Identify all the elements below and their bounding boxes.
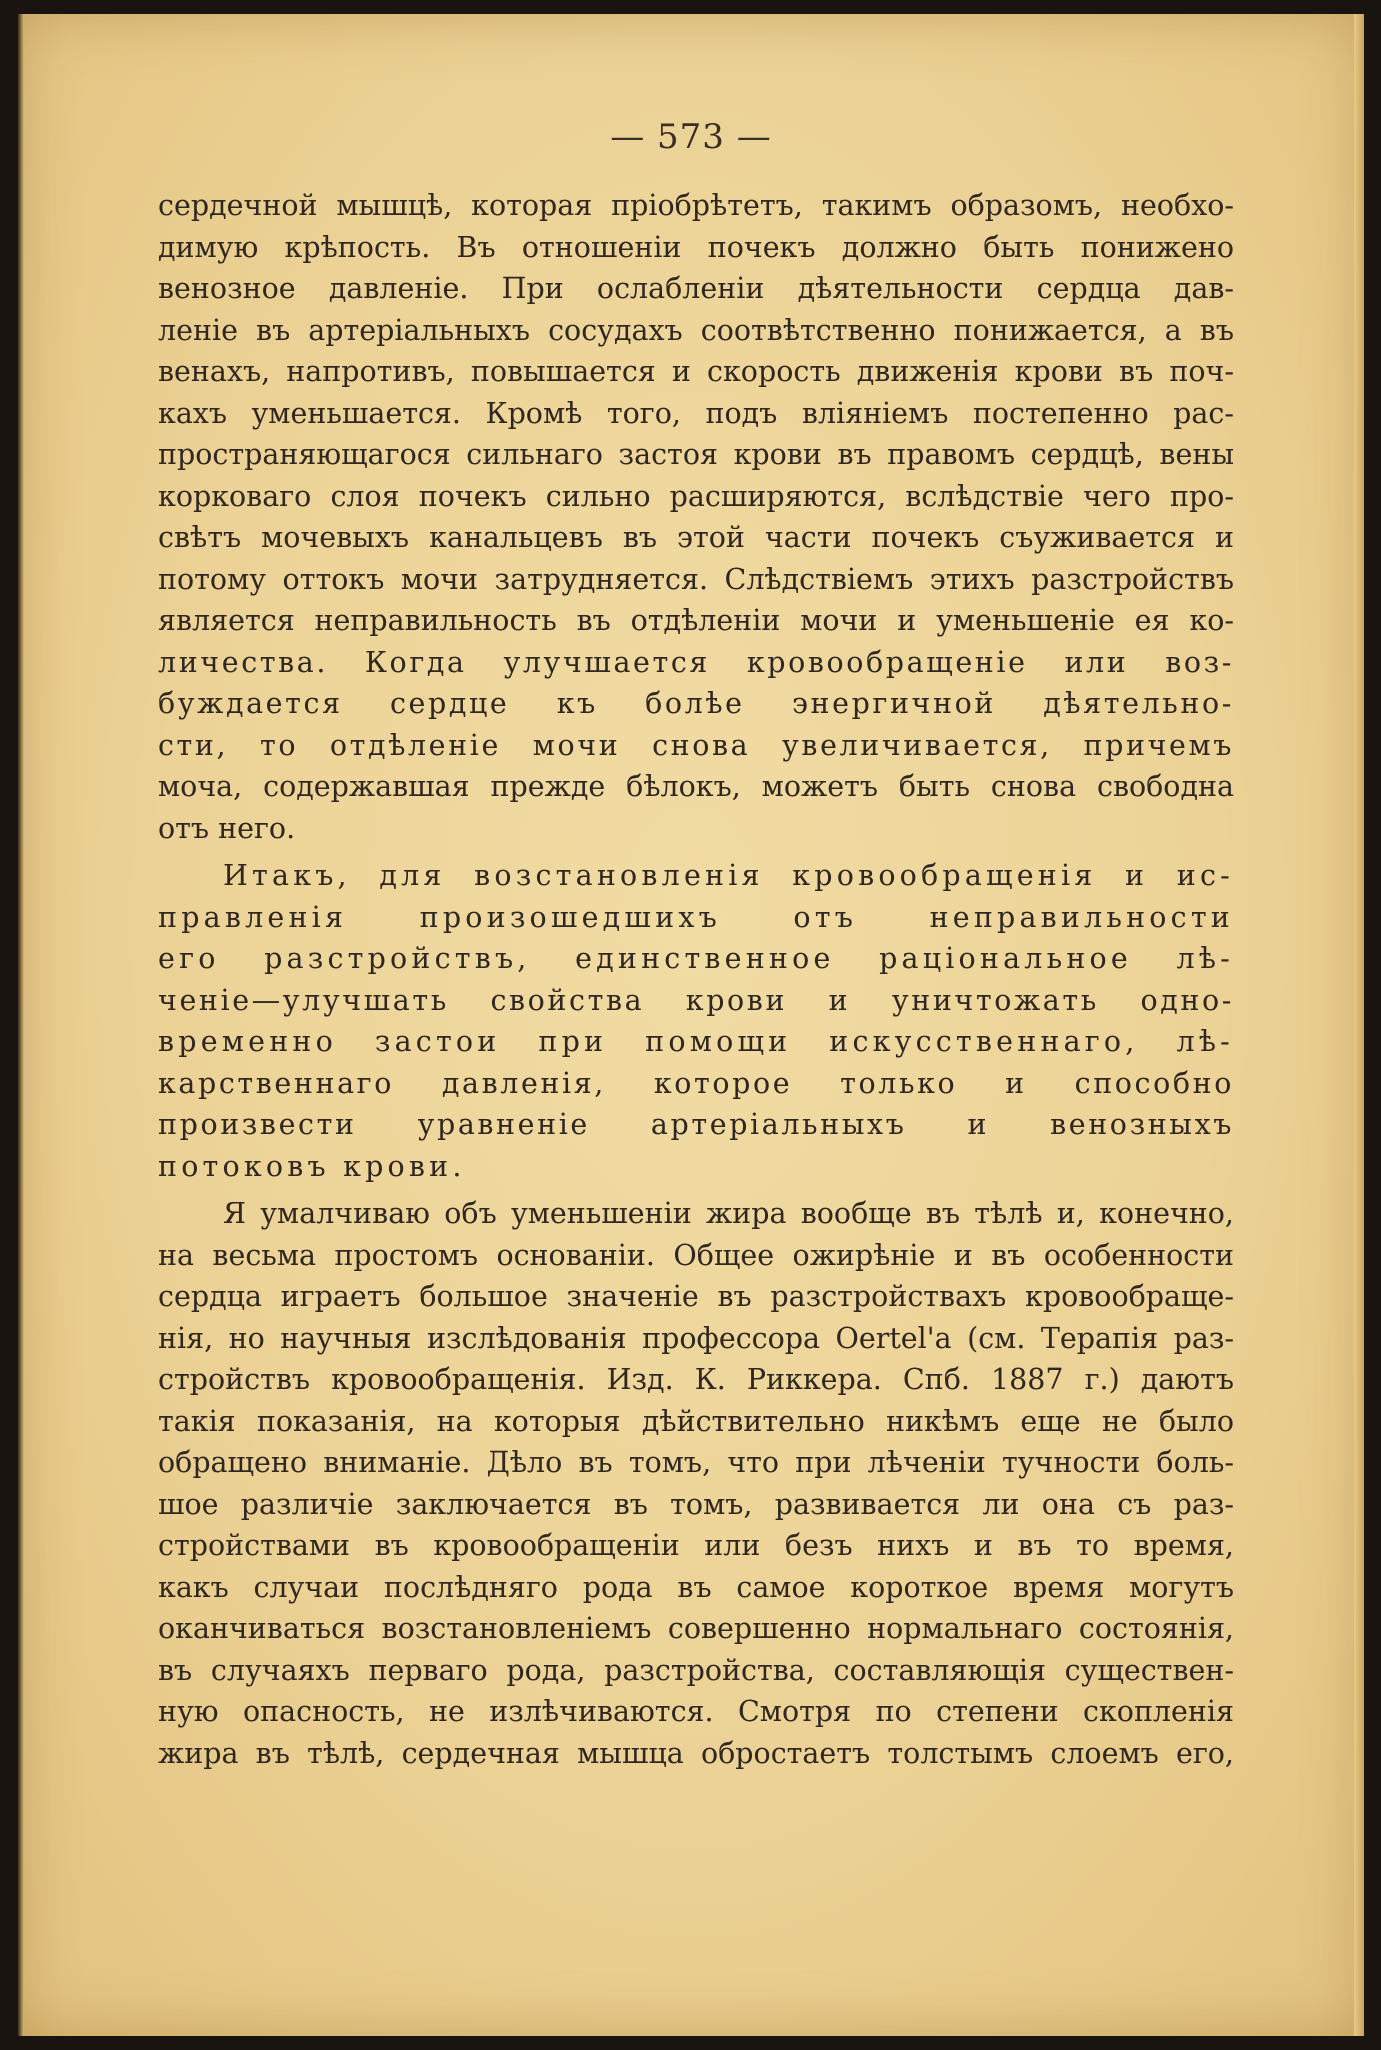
- text-line-spaced: карственнаго давленія, которое только и способно: [158, 1066, 1234, 1100]
- text-line: сердца играетъ большое значеніе въ разстройствахъ кровообраще-: [158, 1280, 1234, 1313]
- text-line: моча, содержавшая прежде бѣлокъ, можетъ быть снова свободна: [158, 770, 1234, 803]
- text-line: нія, но научныя изслѣдованія профессора Oertel'а (см. Терапія раз-: [158, 1321, 1234, 1355]
- text-line: какъ случаи послѣдняго рода въ самое короткое время могутъ: [158, 1570, 1234, 1604]
- text-line-spaced: Итакъ, для возстановленія кровообращенія и ис-: [223, 859, 1234, 892]
- text-line: димую крѣпость. Въ отношеніи почекъ должно быть понижено: [158, 230, 1234, 264]
- text-line-spaced: произвести уравненіе артеріальныхъ и венозныхъ: [158, 1108, 1234, 1141]
- text-line-spaced: буждается сердце къ болѣе энергичной дѣятельно-: [158, 687, 1234, 720]
- scanned-page: [18, 14, 1364, 2036]
- text-line: леніе въ артеріальныхъ сосудахъ соотвѣтственно понижается, а въ: [158, 313, 1234, 347]
- page-right-edge: [1354, 14, 1364, 2036]
- text-line-spaced: сти, то отдѣленіе мочи снова увеличивается, причемъ: [158, 728, 1234, 762]
- text-line: въ случаяхъ перваго рода, разстройства, составляющія существен-: [158, 1653, 1234, 1687]
- text-line: стройствъ кровообращенія. Изд. К. Риккера. Спб. 1887 г.) даютъ: [158, 1363, 1234, 1396]
- text-line: венахъ, напротивъ, повышается и скорость движенія крови въ поч-: [158, 355, 1234, 388]
- text-line: стройствами въ кровообращеніи или безъ нихъ и въ то время,: [158, 1529, 1234, 1562]
- text-line-spaced: личества. Когда улучшается кровообращеніе или воз-: [158, 645, 1234, 679]
- text-line: жира въ тѣлѣ, сердечная мышца обростаетъ толстымъ слоемъ его,: [158, 1736, 1234, 1770]
- text-line: отъ него.: [158, 811, 296, 845]
- text-line-spaced: ченіе—улучшать свойства крови и уничтожать одно-: [158, 983, 1234, 1017]
- text-line: потому оттокъ мочи затрудняется. Слѣдствіемъ этихъ разстройствъ: [158, 562, 1234, 596]
- text-line: ную опасность, не излѣчиваются. Смотря по степени скопленія: [158, 1695, 1234, 1728]
- text-line: свѣтъ мочевыхъ канальцевъ въ этой части почекъ съуживается и: [158, 521, 1234, 554]
- text-line: корковаго слоя почекъ сильно расширяются, вслѣдствіе чего про-: [158, 479, 1234, 513]
- page-number: — 573 —: [610, 117, 772, 157]
- page-body: [158, 185, 1234, 1774]
- text-line: обращено вниманіе. Дѣло въ томъ, что при лѣченіи тучности боль-: [158, 1446, 1234, 1479]
- text-line: сердечной мышцѣ, которая пріобрѣтетъ, такимъ образомъ, необхо-: [158, 189, 1234, 222]
- text-line: оканчиваться возстановленіемъ совершенно нормальнаго состоянія,: [158, 1612, 1234, 1645]
- text-line: кахъ уменьшается. Кромѣ того, подъ вліяніемъ постепенно рас-: [158, 396, 1234, 430]
- text-line: шое различіе заключается въ томъ, развивается ли она съ раз-: [158, 1487, 1234, 1521]
- text-line: на весьма простомъ основаніи. Общее ожирѣніе и въ особенности: [158, 1238, 1234, 1272]
- text-line-spaced: правленія произошедшихъ отъ неправильности: [158, 900, 1234, 934]
- text-line-spaced: временно застои при помощи искусственнаго, лѣ-: [158, 1025, 1234, 1058]
- page-left-edge: [18, 14, 24, 2036]
- text-line-spaced: его разстройствъ, единственное раціональное лѣ-: [158, 942, 1234, 975]
- text-line: венозное давленіе. При ослабленіи дѣятельности сердца дав-: [158, 272, 1234, 305]
- text-line-spaced: потоковъ крови.: [158, 1149, 466, 1183]
- text-line: Я умалчиваю объ уменьшеніи жира вообще въ тѣлѣ и, конечно,: [223, 1197, 1234, 1230]
- text-line: пространяющагося сильнаго застоя крови въ правомъ сердцѣ, вены: [158, 438, 1234, 471]
- text-line: такія показанія, на которыя дѣйствительно никѣмъ еще не было: [158, 1404, 1234, 1438]
- text-line: является неправильность въ отдѣленіи мочи и уменьшеніе ея ко-: [158, 604, 1234, 637]
